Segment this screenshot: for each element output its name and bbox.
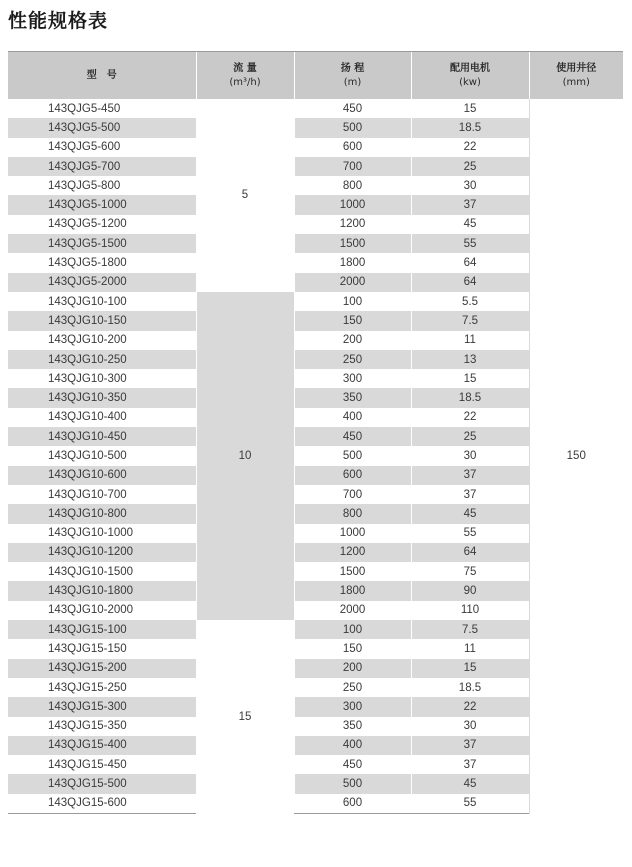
cell-head: 150 <box>294 639 411 658</box>
cell-model: 143QJG15-450 <box>48 758 127 771</box>
cell-head: 1800 <box>294 253 411 272</box>
cell-model: 143QJG10-250 <box>8 350 196 369</box>
cell-head: 200 <box>294 659 411 678</box>
cell-model: 143QJG5-800 <box>48 179 121 192</box>
cell-motor-power: 30 <box>411 446 529 465</box>
header-head <box>294 52 411 100</box>
cell-motor-power: 15 <box>411 659 529 678</box>
cell-model: 143QJG10-1200 <box>8 543 196 562</box>
header-flow-label: 流 量 <box>233 62 257 74</box>
cell-head: 800 <box>294 504 411 523</box>
cell-motor-power: 55 <box>411 524 529 543</box>
cell-head: 1000 <box>294 195 411 214</box>
cell-head: 500 <box>294 446 411 465</box>
cell-motor-power: 45 <box>411 774 529 793</box>
cell-motor-power: 15 <box>411 99 529 118</box>
cell-motor-power: 90 <box>411 581 529 600</box>
cell-model: 143QJG5-2000 <box>8 273 196 292</box>
cell-head: 400 <box>294 408 411 427</box>
cell-model: 143QJG10-300 <box>48 372 127 385</box>
cell-head: 300 <box>294 369 411 388</box>
cell-motor-power: 22 <box>411 697 529 716</box>
cell-well-diameter: 150 <box>529 99 623 813</box>
cell-model: 143QJG5-1000 <box>8 195 196 214</box>
cell-motor-power: 18.5 <box>411 388 529 407</box>
cell-head: 100 <box>294 620 411 639</box>
cell-motor-power: 11 <box>411 639 529 658</box>
cell-motor-power: 64 <box>411 253 529 272</box>
cell-model: 143QJG10-800 <box>8 504 196 523</box>
cell-model: 143QJG10-1800 <box>8 581 196 600</box>
cell-model: 143QJG15-500 <box>8 774 196 793</box>
page-title: 性能规格表 <box>8 10 109 32</box>
cell-head: 200 <box>294 331 411 350</box>
cell-model: 143QJG5-600 <box>48 141 121 154</box>
cell-motor-power: 30 <box>411 176 529 195</box>
table-header-row <box>8 52 623 100</box>
cell-head: 1800 <box>294 581 411 600</box>
cell-model: 143QJG5-700 <box>8 157 196 176</box>
cell-head: 700 <box>294 485 411 504</box>
cell-motor-power: 37 <box>411 755 529 774</box>
cell-head: 500 <box>294 774 411 793</box>
cell-head: 350 <box>294 717 411 736</box>
header-motor-label: 配用电机 <box>450 62 490 74</box>
header-model <box>8 52 196 100</box>
cell-model: 143QJG15-300 <box>8 697 196 716</box>
cell-head: 350 <box>294 388 411 407</box>
cell-motor-power: 22 <box>411 138 529 157</box>
cell-motor-power: 37 <box>411 466 529 485</box>
cell-head: 100 <box>294 292 411 311</box>
spec-table-body <box>8 99 623 813</box>
cell-motor-power: 64 <box>411 543 529 562</box>
cell-model: 143QJG5-450 <box>48 102 121 115</box>
cell-head: 250 <box>294 350 411 369</box>
cell-motor-power: 25 <box>411 427 529 446</box>
cell-head: 450 <box>294 99 411 118</box>
cell-motor-power: 30 <box>411 717 529 736</box>
cell-motor-power: 45 <box>411 215 529 234</box>
cell-model: 143QJG10-2000 <box>48 604 134 617</box>
cell-motor-power: 11 <box>411 331 529 350</box>
cell-model: 143QJG10-450 <box>8 427 196 446</box>
cell-head: 600 <box>294 794 411 814</box>
cell-motor-power: 5.5 <box>411 292 529 311</box>
cell-model: 143QJG10-700 <box>48 488 127 501</box>
cell-head: 1200 <box>294 215 411 234</box>
header-flow <box>196 52 294 100</box>
cell-motor-power: 13 <box>411 350 529 369</box>
cell-model: 143QJG5-1500 <box>8 234 196 253</box>
cell-flow: 5 <box>196 99 294 292</box>
cell-model: 143QJG10-500 <box>48 449 127 462</box>
cell-motor-power: 25 <box>411 157 529 176</box>
cell-head: 500 <box>294 118 411 137</box>
cell-motor-power: 18.5 <box>411 118 529 137</box>
cell-head: 150 <box>294 311 411 330</box>
cell-head: 1200 <box>294 543 411 562</box>
cell-model: 143QJG10-400 <box>48 411 127 424</box>
cell-motor-power: 45 <box>411 504 529 523</box>
cell-model: 143QJG15-350 <box>48 720 127 733</box>
cell-head: 600 <box>294 138 411 157</box>
cell-head: 1500 <box>294 234 411 253</box>
cell-model: 143QJG10-150 <box>8 311 196 330</box>
cell-model: 143QJG15-600 <box>8 794 196 814</box>
header-model-label: 型 号 <box>86 69 117 81</box>
header-well <box>529 52 623 100</box>
cell-head: 300 <box>294 697 411 716</box>
header-well-unit: (mm) <box>562 76 590 88</box>
cell-head: 700 <box>294 157 411 176</box>
cell-head: 2000 <box>294 601 411 620</box>
cell-head: 450 <box>294 755 411 774</box>
cell-model: 143QJG15-100 <box>8 620 196 639</box>
cell-model: 143QJG15-250 <box>48 681 127 694</box>
cell-motor-power: 7.5 <box>411 620 529 639</box>
cell-motor-power: 55 <box>411 794 529 814</box>
cell-motor-power: 37 <box>411 485 529 504</box>
header-motor-unit: (kw) <box>459 76 481 88</box>
table-row <box>8 99 623 118</box>
cell-motor-power: 15 <box>411 369 529 388</box>
cell-model: 143QJG10-1500 <box>48 565 134 578</box>
cell-head: 1000 <box>294 524 411 543</box>
cell-motor-power: 64 <box>411 273 529 292</box>
cell-model: 143QJG10-200 <box>48 334 127 347</box>
cell-model: 143QJG15-150 <box>48 642 127 655</box>
cell-model: 143QJG15-200 <box>8 659 196 678</box>
cell-head: 450 <box>294 427 411 446</box>
cell-motor-power: 22 <box>411 408 529 427</box>
cell-model: 143QJG5-500 <box>8 118 196 137</box>
cell-motor-power: 7.5 <box>411 311 529 330</box>
cell-head: 250 <box>294 678 411 697</box>
header-well-label: 使用井径 <box>556 62 597 74</box>
cell-motor-power: 18.5 <box>411 678 529 697</box>
cell-motor-power: 37 <box>411 736 529 755</box>
cell-motor-power: 37 <box>411 195 529 214</box>
header-motor <box>411 52 529 100</box>
cell-model: 143QJG10-100 <box>48 295 127 308</box>
cell-flow: 10 <box>196 292 294 620</box>
header-head-unit: (m) <box>343 76 362 88</box>
cell-model: 143QJG10-600 <box>8 466 196 485</box>
header-flow-unit: (m³/h) <box>229 76 261 88</box>
cell-head: 800 <box>294 176 411 195</box>
spec-table <box>8 51 623 814</box>
cell-model: 143QJG5-1200 <box>48 218 127 231</box>
cell-head: 600 <box>294 466 411 485</box>
header-head-label: 扬 程 <box>340 62 365 74</box>
cell-motor-power: 75 <box>411 562 529 581</box>
cell-model: 143QJG15-400 <box>8 736 196 755</box>
cell-motor-power: 110 <box>411 601 529 620</box>
cell-model: 143QJG10-1000 <box>48 527 134 540</box>
cell-model: 143QJG10-350 <box>8 388 196 407</box>
cell-head: 1500 <box>294 562 411 581</box>
cell-flow: 15 <box>196 620 294 813</box>
cell-head: 2000 <box>294 273 411 292</box>
cell-motor-power: 55 <box>411 234 529 253</box>
cell-model: 143QJG5-1800 <box>48 257 127 270</box>
cell-head: 400 <box>294 736 411 755</box>
